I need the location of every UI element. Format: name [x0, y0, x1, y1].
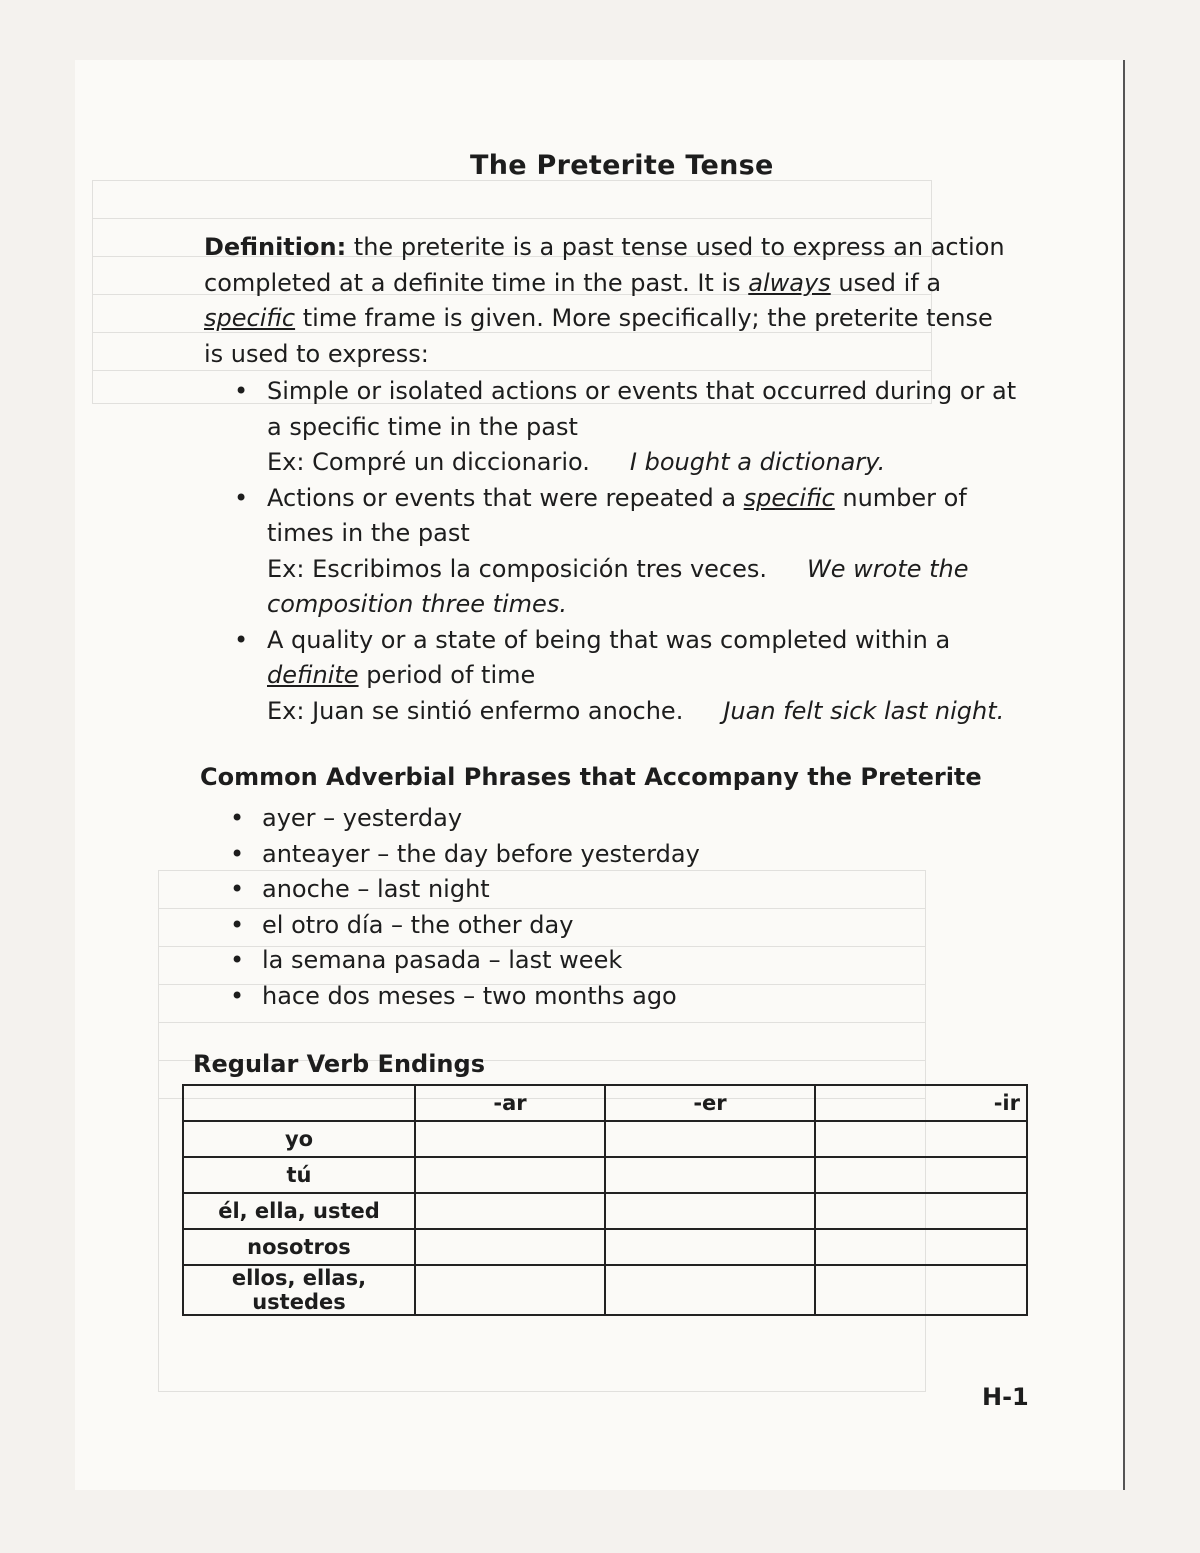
subject-pronoun-cell: él, ella, usted	[183, 1193, 415, 1229]
blank-answer-cell[interactable]	[415, 1121, 605, 1157]
use-item	[230, 623, 1030, 730]
definition-paragraph	[204, 230, 1019, 372]
use-text: Actions or events that were repeated a	[267, 483, 744, 512]
table-row	[183, 1265, 1027, 1315]
preterite-uses-list	[230, 374, 1030, 729]
use-example	[267, 552, 1030, 623]
blank-answer-cell[interactable]	[815, 1265, 1027, 1315]
phrase-item: • anteayer – the day before yesterday	[228, 837, 700, 873]
definition-specific: specific	[204, 304, 296, 332]
table-row	[183, 1229, 1027, 1265]
table-header-cell: -ir	[815, 1085, 1027, 1121]
phrase-item: • la semana pasada – last week	[228, 943, 700, 979]
table-header-row	[183, 1085, 1027, 1121]
blank-answer-cell[interactable]	[605, 1193, 815, 1229]
endings-heading: Regular Verb Endings	[193, 1050, 485, 1078]
phrase-item: • hace dos meses – two months ago	[228, 979, 700, 1015]
page-number: H-1	[982, 1383, 1029, 1411]
blank-answer-cell[interactable]	[605, 1121, 815, 1157]
definition-text-3: time frame is given. More specifically; the preterite tense is used to express:	[204, 304, 993, 368]
example-english: We wrote the composition three times.	[267, 554, 969, 618]
table-header-cell: -er	[605, 1085, 815, 1121]
use-text-after: number of times in the past	[267, 483, 967, 547]
blank-answer-cell[interactable]	[815, 1157, 1027, 1193]
table-row	[183, 1157, 1027, 1193]
adverbial-phrases-list	[228, 801, 700, 1014]
blank-answer-cell[interactable]	[415, 1229, 605, 1265]
table-row	[183, 1193, 1027, 1229]
blank-answer-cell[interactable]	[605, 1229, 815, 1265]
use-item	[230, 374, 1030, 481]
example-spanish: Ex: Juan se sintió enfermo anoche.	[267, 696, 684, 725]
example-spanish: Ex: Compré un diccionario.	[267, 448, 590, 476]
example-english: Juan felt sick last night.	[723, 696, 1005, 725]
phrases-heading: Common Adverbial Phrases that Accompany the Preterite	[200, 763, 982, 791]
use-example	[267, 445, 1030, 481]
subject-pronoun-cell: nosotros	[183, 1229, 415, 1265]
use-text: A quality or a state of being that was completed within a	[267, 625, 951, 654]
table-header-cell	[183, 1085, 415, 1121]
phrase-item: • ayer – yesterday	[228, 801, 700, 837]
use-text: Simple or isolated actions or events that occurred during or at a specific time in the past	[267, 377, 1017, 441]
subject-pronoun-cell: ellos, ellas, ustedes	[183, 1265, 415, 1315]
blank-answer-cell[interactable]	[415, 1157, 605, 1193]
use-text-underlined: definite	[267, 661, 359, 689]
blank-answer-cell[interactable]	[415, 1193, 605, 1229]
definition-text-1: the preterite is a past tense used to express an action completed at a definite time in the past. It is	[204, 233, 1005, 297]
phrase-item: • anoche – last night	[228, 872, 700, 908]
table-header-cell: -ar	[415, 1085, 605, 1121]
blank-answer-cell[interactable]	[415, 1265, 605, 1315]
example-spanish: Ex: Escribimos la composición tres veces.	[267, 554, 768, 583]
table-row	[183, 1121, 1027, 1157]
definition-always: always	[748, 268, 831, 297]
use-text-after: period of time	[358, 661, 536, 689]
bleed-row	[93, 181, 931, 219]
page-title: The Preterite Tense	[470, 150, 774, 181]
phrase-item: • el otro día – the other day	[228, 908, 700, 944]
use-item	[230, 481, 1030, 623]
use-text-underlined: specific	[743, 483, 835, 512]
blank-answer-cell[interactable]	[815, 1193, 1027, 1229]
blank-answer-cell[interactable]	[605, 1157, 815, 1193]
use-example	[267, 694, 1030, 730]
definition-label: Definition:	[204, 233, 347, 261]
blank-answer-cell[interactable]	[815, 1229, 1027, 1265]
verb-endings-table	[182, 1084, 1028, 1316]
subject-pronoun-cell: tú	[183, 1157, 415, 1193]
example-english: I bought a dictionary.	[629, 448, 886, 476]
definition-text-2: used if a	[830, 268, 942, 297]
subject-pronoun-cell: yo	[183, 1121, 415, 1157]
blank-answer-cell[interactable]	[815, 1121, 1027, 1157]
blank-answer-cell[interactable]	[605, 1265, 815, 1315]
